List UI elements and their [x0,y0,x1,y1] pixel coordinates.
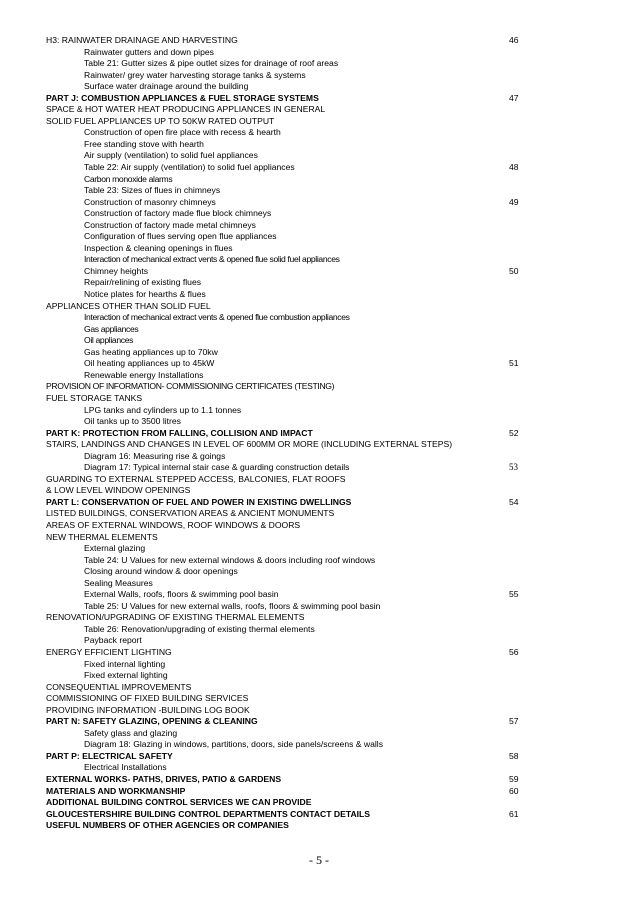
toc-entry-text: ADDITIONAL BUILDING CONTROL SERVICES WE CAN PROVIDE [46,797,312,808]
toc-entry-text: STAIRS, LANDINGS AND CHANGES IN LEVEL OF 600MM OR MORE (INCLUDING EXTERNAL STEPS) [46,439,453,450]
toc-subentry [46,243,526,255]
toc-subentry [46,589,526,601]
toc-subentry [46,58,526,70]
toc-subentry [46,347,526,359]
toc-entry-text: Oil heating appliances up to 45kW [84,358,215,369]
toc-page-number: 54 [509,496,519,507]
toc-heading [46,682,526,694]
toc-entry-text: Table 24: U Values for new external windows & doors including roof windows [84,554,376,565]
toc-entry-text: External glazing [84,543,146,554]
toc-subentry [46,462,526,474]
toc-entry-text: GLOUCESTERSHIRE BUILDING CONTROL DEPARTMENTS CONTACT DETAILS [46,808,371,819]
toc-subentry [46,150,526,162]
toc-heading [46,116,526,128]
toc-entry-text: PART K: PROTECTION FROM FALLING, COLLISION AND IMPACT [46,427,313,438]
table-of-contents [46,35,526,832]
toc-subentry [46,659,526,671]
toc-entry-text: Table 22: Air supply (ventilation) to solid fuel appliances [84,162,295,173]
toc-entry-text: Gas heating appliances up to 70kw [84,346,218,357]
toc-entry-text: Renewable energy Installations [84,369,204,380]
toc-heading [46,508,526,520]
toc-heading [46,809,526,821]
toc-heading [46,439,526,451]
toc-subentry [46,81,526,93]
toc-entry-text: Fixed internal lighting [84,658,166,669]
toc-subentry [46,208,526,220]
toc-subentry [46,289,526,301]
toc-entry-text: FUEL STORAGE TANKS [46,392,143,403]
toc-entry-text: MATERIALS AND WORKMANSHIP [46,785,186,796]
toc-entry-text: PART P: ELECTRICAL SAFETY [46,750,173,761]
toc-entry-text: H3: RAINWATER DRAINAGE AND HARVESTING [46,35,238,45]
toc-entry-text: Air supply (ventilation) to solid fuel appliances [84,150,258,161]
toc-entry-text: Table 25: U Values for new external walls, roofs, floors & swimming pool basin [84,600,381,611]
toc-subentry [46,277,526,289]
toc-page-number: 53 [509,462,518,473]
toc-entry-text: Rainwater gutters and down pipes [84,46,214,57]
toc-heading [46,751,526,763]
toc-entry-text: EXTERNAL WORKS- PATHS, DRIVES, PATIO & GARDENS [46,774,282,784]
toc-entry-text: Rainwater/ grey water harvesting storage tanks & systems [84,69,306,80]
toc-page-number: 46 [509,35,519,45]
toc-heading [46,393,526,405]
toc-entry-text: PART N: SAFETY GLAZING, OPENING & CLEANING [46,716,258,727]
toc-subentry [46,139,526,151]
toc-entry-text: PROVISION OF INFORMATION- COMMISSIONING CERTIFICATES (TESTING) [46,381,335,392]
toc-entry-text: Repair/relining of existing flues [84,277,202,288]
toc-subentry [46,197,526,209]
toc-page-number: 47 [509,92,519,103]
toc-entry-text: Gas appliances [84,323,139,334]
toc-subentry [46,578,526,590]
toc-page-number: 61 [509,808,519,819]
toc-entry-text: Inspection & cleaning openings in flues [84,242,233,253]
toc-entry-text: RENOVATION/UPGRADING OF EXISTING THERMAL ELEMENTS [46,612,305,623]
toc-heading [46,428,526,440]
toc-subentry [46,555,526,567]
toc-entry-text: PART L: CONSERVATION OF FUEL AND POWER IN EXISTING DWELLINGS [46,496,352,507]
toc-entry-text: PROVIDING INFORMATION -BUILDING LOG BOOK [46,704,250,715]
toc-subentry [46,335,526,347]
toc-entry-text: COMMISSIONING OF FIXED BUILDING SERVICES [46,693,249,704]
toc-subentry [46,312,526,324]
toc-subentry [46,324,526,336]
toc-heading [46,104,526,116]
toc-subentry [46,70,526,82]
toc-entry-text: ENERGY EFFICIENT LIGHTING [46,646,172,657]
toc-subentry [46,670,526,682]
toc-heading [46,532,526,544]
toc-entry-text: Surface water drainage around the building [84,81,249,92]
toc-subentry [46,47,526,59]
toc-entry-text: Construction of factory made flue block chimneys [84,208,272,219]
toc-entry-text: Oil tanks up to 3500 litres [84,416,181,427]
toc-page-number: 56 [509,646,519,657]
toc-entry-text: Diagram 16: Measuring rise & goings [84,450,226,461]
toc-entry-text: Interaction of mechanical extract vents & opened flue solid fuel appliances [84,254,340,265]
toc-entry-text: Table 23: Sizes of flues in chimneys [84,185,221,196]
toc-entry-text: NEW THERMAL ELEMENTS [46,531,158,542]
toc-entry-text: Electrical Installations [84,762,167,773]
toc-entry-text: Interaction of mechanical extract vents & opened flue combustion appliances [84,312,350,323]
toc-page-number: 58 [509,750,519,761]
toc-subentry [46,739,526,751]
toc-heading [46,497,526,509]
toc-page-number: 60 [509,785,519,796]
toc-entry-text: Notice plates for hearths & flues [84,289,206,300]
toc-entry-text: Construction of factory made metal chimneys [84,219,256,230]
toc-subentry [46,220,526,232]
toc-entry-text: SOLID FUEL APPLIANCES UP TO 50KW RATED OUTPUT [46,115,275,126]
toc-entry-text: Chimney heights [84,265,149,276]
toc-entry-text: & LOW LEVEL WINDOW OPENINGS [46,485,191,496]
toc-entry-text: Diagram 17: Typical internal stair case & guarding construction details [84,462,350,473]
toc-subentry [46,358,526,370]
toc-entry-text: Table 21: Gutter sizes & pipe outlet sizes for drainage of roof areas [84,58,339,69]
toc-subentry [46,254,526,266]
toc-entry-text: LPG tanks and cylinders up to 1.1 tonnes [84,404,242,415]
toc-entry-text: Carbon monoxide alarms [84,173,173,184]
toc-heading [46,93,526,105]
toc-subentry [46,728,526,740]
toc-heading [46,647,526,659]
toc-heading [46,301,526,313]
toc-subentry [46,543,526,555]
toc-heading [46,786,526,798]
toc-subentry [46,370,526,382]
toc-subentry [46,231,526,243]
toc-entry-text: SPACE & HOT WATER HEAT PRODUCING APPLIANCES IN GENERAL [46,104,326,115]
toc-heading [46,693,526,705]
toc-entry-text: Closing around window & door openings [84,566,238,577]
toc-heading [46,797,526,809]
toc-entry-text: Fixed external lighting [84,670,168,681]
toc-entry-text: Construction of open fire place with recess & hearth [84,127,281,138]
toc-entry-text: Safety glass and glazing [84,727,178,738]
toc-subentry [46,762,526,774]
toc-entry-text: Sealing Measures [84,577,153,588]
toc-entry-text: LISTED BUILDINGS, CONSERVATION AREAS & ANCIENT MONUMENTS [46,508,335,519]
toc-subentry [46,127,526,139]
toc-subentry [46,635,526,647]
page-number: - 5 - [309,853,329,867]
toc-entry-text: Payback report [84,635,142,646]
toc-entry-text: APPLIANCES OTHER THAN SOLID FUEL [46,300,211,311]
toc-subentry [46,185,526,197]
toc-subentry [46,566,526,578]
toc-entry-text: Diagram 18: Glazing in windows, partitions, doors, side panels/screens & walls [84,739,384,750]
toc-page-number: 57 [509,716,519,727]
toc-page-number: 55 [509,589,519,600]
toc-subentry [46,266,526,278]
toc-heading [46,716,526,728]
toc-heading [46,612,526,624]
toc-subentry [46,174,526,186]
toc-subentry [46,624,526,636]
toc-entry-text: Free standing stove with hearth [84,138,204,149]
toc-page-number: 48 [509,162,519,173]
toc-page-number: 52 [509,427,519,438]
toc-page-number: 50 [509,265,519,276]
toc-heading [46,520,526,532]
toc-subentry [46,162,526,174]
toc-heading [46,381,526,393]
toc-entry-text: Construction of masonry chimneys [84,196,216,207]
toc-entry-text: AREAS OF EXTERNAL WINDOWS, ROOF WINDOWS & DOORS [46,519,301,530]
toc-entry-text: External Walls, roofs, floors & swimming pool basin [84,589,279,600]
toc-heading [46,35,526,47]
toc-page-number: 59 [509,774,519,784]
toc-subentry [46,416,526,428]
toc-entry-text: USEFUL NUMBERS OF OTHER AGENCIES OR COMPANIES [46,820,289,831]
toc-entry-text: PART J: COMBUSTION APPLIANCES & FUEL STORAGE SYSTEMS [46,92,319,103]
toc-subentry [46,601,526,613]
toc-page-number: 51 [509,358,519,369]
toc-heading [46,774,526,786]
toc-heading [46,705,526,717]
toc-subentry [46,451,526,463]
toc-heading [46,485,526,497]
toc-page-number: 49 [509,196,519,207]
toc-heading [46,474,526,486]
toc-heading [46,820,526,832]
toc-entry-text: Table 26: Renovation/upgrading of existing thermal elements [84,623,315,634]
toc-entry-text: Oil appliances [84,335,134,346]
toc-subentry [46,405,526,417]
toc-entry-text: CONSEQUENTIAL IMPROVEMENTS [46,681,192,692]
toc-entry-text: Configuration of flues serving open flue appliances [84,231,277,242]
toc-entry-text: GUARDING TO EXTERNAL STEPPED ACCESS, BALCONIES, FLAT ROOFS [46,473,346,484]
